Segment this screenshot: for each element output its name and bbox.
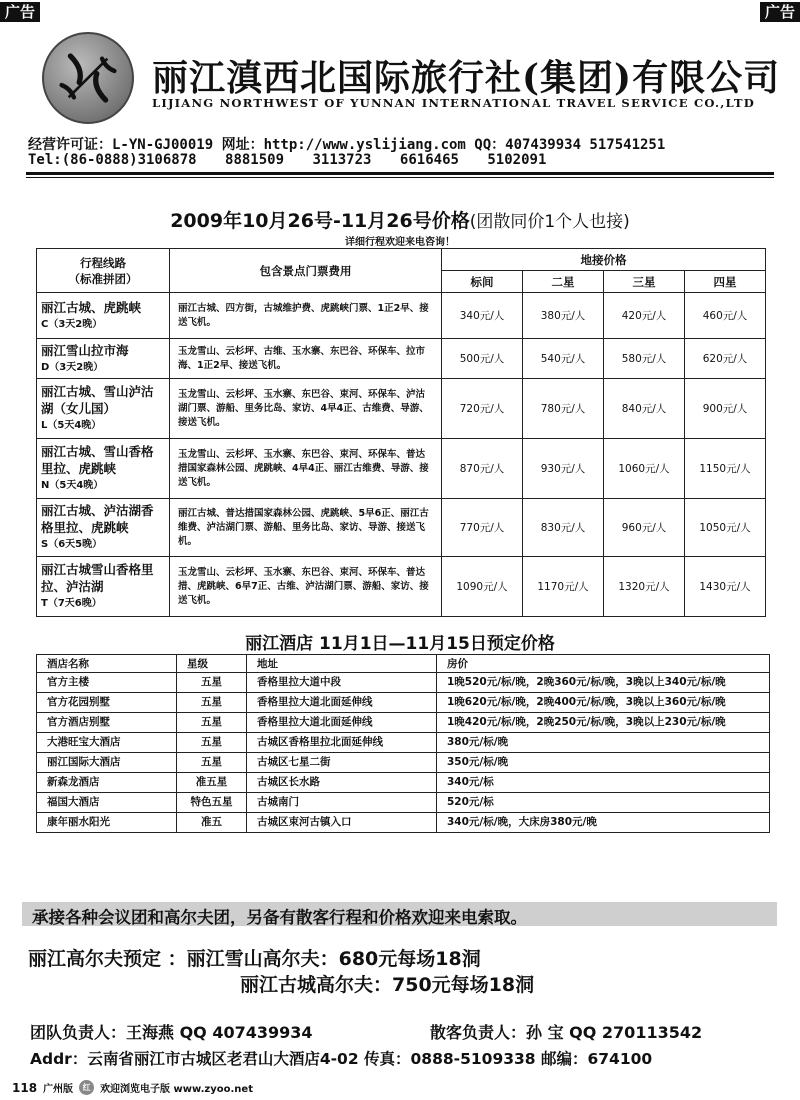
table-row: [37, 693, 770, 713]
hotel-price-header: 房价: [437, 655, 770, 673]
route-sites: 玉龙雪山、云杉坪、玉水寨、东巴谷、束河、环保车、普达措、虎跳峡、6早7正、古维、泸沽湖门票、游船、家访、接送飞机。: [170, 557, 442, 617]
route-name: 丽江古城、雪山泸沽湖（女儿国）: [41, 384, 154, 416]
route-name: 丽江古城、雪山香格里拉、虎跳峡: [41, 444, 154, 476]
table-row: [37, 379, 766, 439]
phone-3: 3113723: [312, 152, 372, 168]
price-cell: 620元/人: [685, 339, 766, 379]
price-cell: 540元/人: [523, 339, 604, 379]
level-header: 标间: [442, 271, 523, 293]
hotel-address: 香格里拉大道北面延伸线: [247, 693, 437, 713]
hotel-address: 古城区七星二街: [247, 753, 437, 773]
phone-4: 6616465: [399, 152, 459, 168]
route-sites: 玉龙雪山、云杉坪、古维、玉水寨、东巴谷、环保车、拉市海、1正2早、接送飞机。: [170, 339, 442, 379]
route-name: 丽江古城、虎跳峡: [41, 299, 142, 315]
individual-contact: 散客负责人：孙 宝 QQ 270113542: [430, 1023, 703, 1042]
golf-line-1: 丽江高尔夫预定 ：丽江雪山高尔夫：680元每场18洞: [28, 948, 481, 970]
table-row: [37, 793, 770, 813]
conference-banner: [22, 902, 777, 926]
price-cell: 1150元/人: [685, 439, 766, 499]
sites-header: 包含景点门票费用: [170, 249, 442, 293]
price-cell: 960元/人: [604, 499, 685, 557]
page-number: 118: [12, 1080, 38, 1095]
hotel-price: 1晚420元/标/晚，2晚250元/标/晚，3晚以上230元/标/晚: [437, 713, 770, 733]
prices-header: 地接价格: [442, 249, 766, 271]
hotel-address: 古城南门: [247, 793, 437, 813]
table-row: [37, 339, 766, 379]
hotel-price: 350元/标/晚: [437, 753, 770, 773]
route-code: S（6天5晚）: [41, 539, 103, 550]
price-cell: 1320元/人: [604, 557, 685, 617]
table-row: [37, 813, 770, 833]
route-name: 丽江古城雪山香格里拉、泸沽湖: [41, 562, 154, 594]
table-row: [37, 293, 766, 339]
banner-text: 承接各种会议团和高尔夫团，另备有散客行程和价格欢迎来电索取。: [32, 908, 527, 927]
table-row: [37, 673, 770, 693]
hotel-price-title: 丽江酒店 11月1日—11月15日预定价格: [245, 634, 555, 654]
hotel-name: 大港旺宝大酒店: [37, 733, 177, 753]
divider-thick: [26, 172, 774, 175]
table-row: [37, 753, 770, 773]
price-cell: 900元/人: [685, 379, 766, 439]
hotel-name: 新森龙酒店: [37, 773, 177, 793]
table-row: [37, 733, 770, 753]
hotel-star: 准五: [177, 813, 247, 833]
table-row: [37, 499, 766, 557]
price-cell: 770元/人: [442, 499, 523, 557]
phone-1: Tel:(86-0888)3106878: [28, 152, 197, 168]
phone-line: [28, 152, 566, 168]
hotel-star: 准五星: [177, 773, 247, 793]
hotel-name: 康年丽水阳光: [37, 813, 177, 833]
address-line: Addr：云南省丽江市古城区老君山大酒店4-02 传真：0888-5109338 邮编：674100: [30, 1050, 653, 1068]
price-cell: 1090元/人: [442, 557, 523, 617]
tour-title-note: (团散同价1个人也接): [469, 212, 630, 232]
divider-thin: [26, 177, 774, 178]
hotel-star: 五星: [177, 673, 247, 693]
hotel-name: 丽江国际大酒店: [37, 753, 177, 773]
price-cell: 340元/人: [442, 293, 523, 339]
tour-subtitle: 详细行程欢迎来电咨询！: [345, 237, 455, 248]
price-cell: 580元/人: [604, 339, 685, 379]
hotel-price-table: [36, 654, 770, 833]
table-row: [37, 557, 766, 617]
phone-5: 5102091: [487, 152, 547, 168]
price-cell: 870元/人: [442, 439, 523, 499]
hotel-name-header: 酒店名称: [37, 655, 177, 673]
price-cell: 500元/人: [442, 339, 523, 379]
hotel-address-header: 地址: [247, 655, 437, 673]
hotel-price: 340元/标/晚，大床房380元/晚: [437, 813, 770, 833]
footer-website: 欢迎浏览电子版 www.zyoo.net: [100, 1084, 253, 1095]
price-cell: 1060元/人: [604, 439, 685, 499]
ad-tag-left: 广告: [0, 2, 40, 22]
price-cell: 1430元/人: [685, 557, 766, 617]
hotel-address: 古城区香格里拉北面延伸线: [247, 733, 437, 753]
route-code: C（3天2晚）: [41, 318, 103, 330]
price-cell: 840元/人: [604, 379, 685, 439]
team-contact: 团队负责人：王海燕 QQ 407439934: [30, 1023, 313, 1042]
route-sites: 玉龙雪山、云杉坪、玉水寨、东巴谷、束河、环保车、普达措国家森林公园、虎跳峡、4早4正、丽江古维费、导游、接送飞机。: [170, 439, 442, 499]
hotel-address: 香格里拉大道中段: [247, 673, 437, 693]
hotel-price: 340元/标: [437, 773, 770, 793]
price-cell: 380元/人: [523, 293, 604, 339]
hotel-star: 五星: [177, 753, 247, 773]
license-web-qq: 经营许可证：L-YN-GJ00019 网址：http://www.yslijiang.com QQ：407439934 517541251: [28, 137, 666, 153]
route-sites: 丽江古城、普达措国家森林公园、虎跳峡、5早6正、丽江古维费、泸沽湖门票、游船、里务比岛、家访、导游、接送飞机。: [170, 499, 442, 557]
table-row: [37, 773, 770, 793]
level-header: 四星: [685, 271, 766, 293]
price-cell: 1170元/人: [523, 557, 604, 617]
hotel-address: 古城区长水路: [247, 773, 437, 793]
hotel-name: 官方花园别墅: [37, 693, 177, 713]
table-row: [37, 439, 766, 499]
route-sites: 丽江古城、四方街，古城维护费、虎跳峡门票、1正2早、接送飞机。: [170, 293, 442, 339]
page-footer: [0, 1080, 253, 1095]
tour-title-main: 2009年10月26号-11月26号价格: [170, 210, 470, 232]
hotel-address: 香格里拉大道北面延伸线: [247, 713, 437, 733]
level-header: 三星: [604, 271, 685, 293]
ad-tag-right: 广告: [760, 2, 800, 22]
price-cell: 780元/人: [523, 379, 604, 439]
route-name: 丽江古城、泸沽湖香格里拉、虎跳峡: [41, 503, 154, 535]
route-code: L（5天4晚）: [41, 420, 102, 431]
phone-2: 8881509: [225, 152, 285, 168]
hotel-star: 五星: [177, 713, 247, 733]
price-cell: 460元/人: [685, 293, 766, 339]
tour-price-title: [0, 206, 800, 233]
hotel-name: 福国大酒店: [37, 793, 177, 813]
price-cell: 930元/人: [523, 439, 604, 499]
hotel-star-header: 星级: [177, 655, 247, 673]
price-cell: 1050元/人: [685, 499, 766, 557]
route-header: 行程线路 （标准拼团）: [37, 249, 170, 293]
route-code: D（3天2晚）: [41, 361, 104, 373]
hotel-price: 1晚520元/标/晚，2晚360元/标/晚，3晚以上340元/标/晚: [437, 673, 770, 693]
company-logo: [42, 32, 134, 124]
hotel-price: 1晚620元/标/晚，2晚400元/标/晚，3晚以上360元/标/晚: [437, 693, 770, 713]
hotel-star: 五星: [177, 733, 247, 753]
hotel-name: 官方酒店别墅: [37, 713, 177, 733]
hotel-star: 五星: [177, 693, 247, 713]
level-header: 二星: [523, 271, 604, 293]
table-row: [37, 713, 770, 733]
price-cell: 420元/人: [604, 293, 685, 339]
route-code: N（5天4晚）: [41, 480, 104, 491]
company-name-cn: 丽江滇西北国际旅行社(集团)有限公司: [152, 57, 781, 99]
route-code: T（7天6晚）: [41, 598, 102, 609]
price-cell: 720元/人: [442, 379, 523, 439]
hotel-price: 520元/标: [437, 793, 770, 813]
route-name: 丽江雪山拉市海: [41, 342, 129, 358]
price-cell: 830元/人: [523, 499, 604, 557]
company-name-en: LIJIANG NORTHWEST OF YUNNAN INTERNATIONAL TRAVEL SERVICE CO.,LTD: [152, 96, 755, 110]
hotel-address: 古城区束河古镇入口: [247, 813, 437, 833]
hotel-star: 特色五星: [177, 793, 247, 813]
golf-line-2: 丽江古城高尔夫：750元每场18洞: [240, 974, 535, 996]
magazine-badge-icon: 红: [79, 1080, 94, 1095]
hotel-name: 官方主楼: [37, 673, 177, 693]
edition-label: 广州版: [43, 1084, 74, 1095]
hotel-price: 380元/标/晚: [437, 733, 770, 753]
route-sites: 玉龙雪山、云杉坪、玉水寨、东巴谷、束河、环保车、泸沽湖门票、游船、里务比岛、家访、4早4正、古维费、导游、接送飞机。: [170, 379, 442, 439]
tour-price-table: [36, 248, 766, 617]
